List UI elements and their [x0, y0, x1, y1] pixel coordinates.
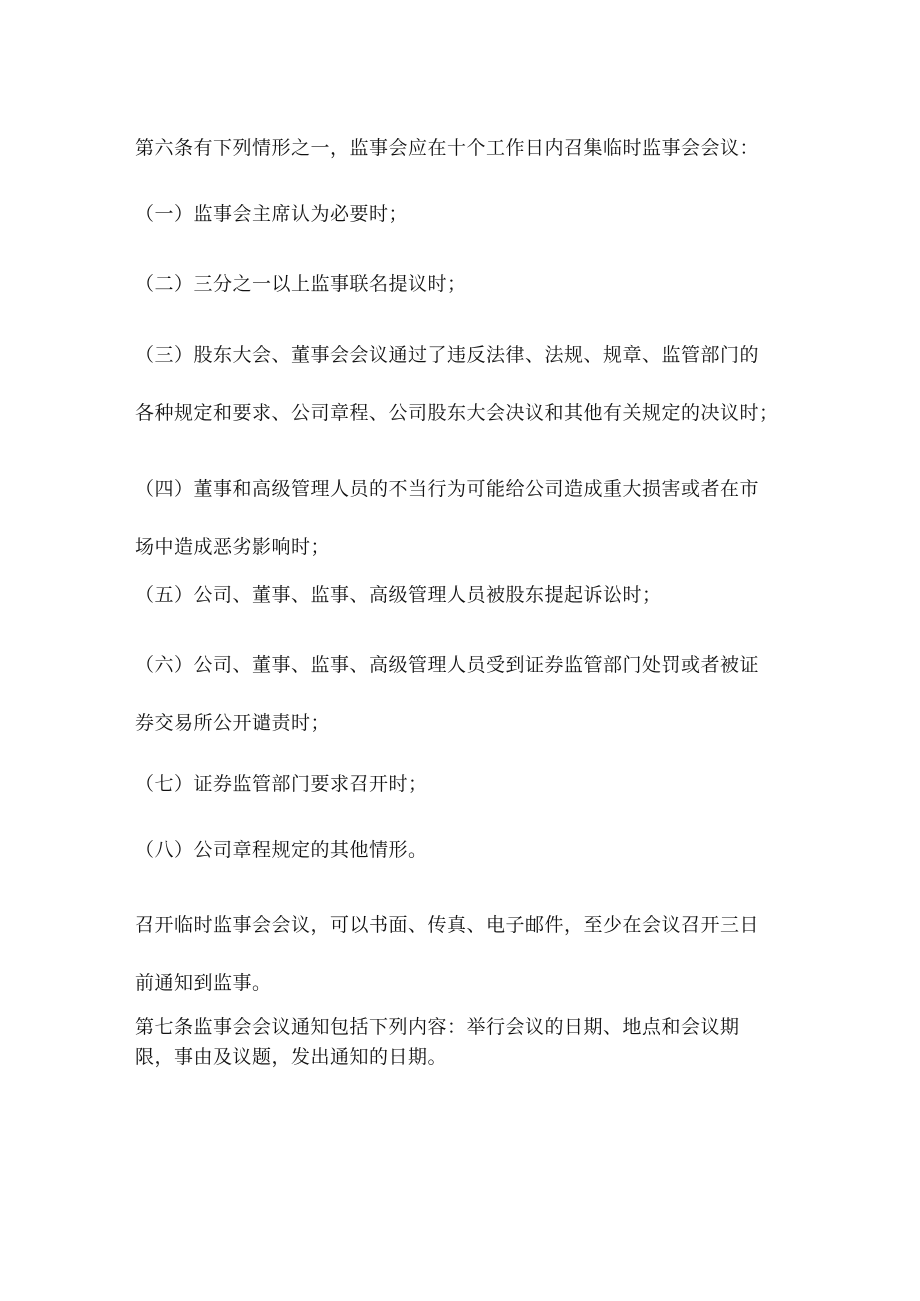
- article-7-paragraph: [135, 1012, 775, 1072]
- text-line: （六）公司、董事、监事、高级管理人员受到证券监管部门处罚或者被证: [135, 654, 760, 676]
- list-item-4: [135, 460, 795, 576]
- list-item-8: [135, 821, 795, 879]
- article-6-heading: [135, 119, 795, 177]
- list-item-3: [135, 326, 795, 442]
- text-line: 第六条有下列情形之一，监事会应在十个工作日内召集临时监事会会议：: [135, 137, 760, 159]
- text-line: （四）董事和高级管理人员的不当行为可能给公司造成重大损害或者在市: [135, 478, 760, 500]
- text-line: （七）证券监管部门要求召开时；: [135, 773, 428, 795]
- notice-paragraph: [135, 896, 795, 1012]
- text-line: （二）三分之一以上监事联名提议时；: [135, 273, 467, 295]
- text-line: （三）股东大会、董事会会议通过了违反法律、法规、规章、监管部门的: [135, 344, 760, 366]
- text-line: （八）公司章程规定的其他情形。: [135, 839, 428, 861]
- text-line: （五）公司、董事、监事、高级管理人员被股东提起诉讼时；: [135, 584, 662, 606]
- list-item-6: [135, 636, 795, 752]
- text-line: 限，事由及议题，发出通知的日期。: [135, 1046, 448, 1068]
- text-line: 召开临时监事会会议，可以书面、传真、电子邮件，至少在会议召开三日: [135, 914, 760, 936]
- text-line: 前通知到监事。: [135, 972, 272, 994]
- text-line: 场中造成恶劣影响时；: [135, 536, 331, 558]
- list-item-2: [135, 255, 795, 313]
- text-line: 券交易所公开谴责时；: [135, 712, 331, 734]
- text-line: （一）监事会主席认为必要时；: [135, 203, 409, 225]
- list-item-1: [135, 185, 795, 243]
- text-line: 第七条监事会会议通知包括下列内容：举行会议的日期、地点和会议期: [135, 1016, 740, 1038]
- list-item-7: [135, 755, 795, 813]
- text-line: 各种规定和要求、公司章程、公司股东大会决议和其他有关规定的决议时；: [135, 402, 779, 424]
- list-item-5: [135, 566, 795, 624]
